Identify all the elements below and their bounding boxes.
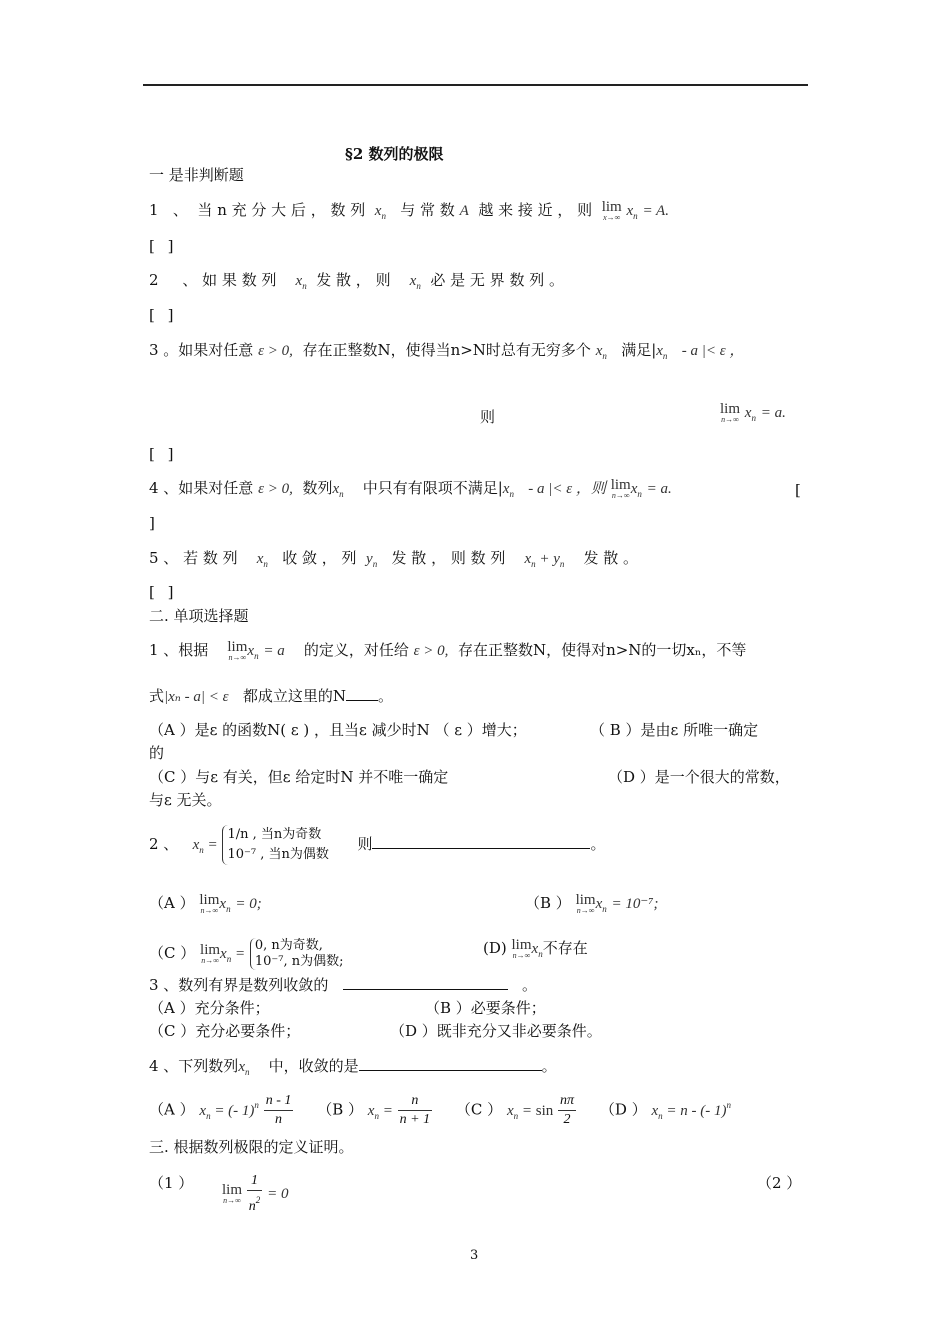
- p2-q4-opt-a-expr: $x_n$ = (- 1)$^n$: [199, 1099, 259, 1121]
- p1-q5-text-c: 发 散 ， 则 数 列: [391, 549, 506, 567]
- p1-q1-text-a: 当 n 充 分 大 后 ， 数 列: [197, 201, 366, 219]
- p1-q3-text-d: - a |< ε ，: [681, 343, 745, 359]
- p2-q3-opt-d: （D ）既非充分又非必要条件。: [390, 1022, 602, 1040]
- p1-q4-text-a: 4 、如果对任意: [149, 479, 254, 497]
- p1-q3-lim: lim n→∞: [720, 400, 741, 424]
- p2-q2-opt-b-label: （B ）: [525, 894, 571, 912]
- p2-q4-opt-a: （A ）: [149, 1100, 195, 1119]
- p1-q1-lim: lim x→∞: [601, 198, 622, 222]
- p1-q4-result: = a.: [646, 481, 672, 497]
- p1-q5-text-d: 发 散 。: [583, 549, 639, 567]
- p1-q3-text-c: 满足|: [621, 341, 657, 359]
- p2-q4-options: [149, 1092, 731, 1129]
- p3-item1-val: = 0: [267, 1186, 289, 1202]
- p1-q1-num: 1: [149, 201, 159, 219]
- p2-q1-text-e: 都成立这里的N: [242, 687, 346, 705]
- p2-q4-xn: $x_n$: [238, 1059, 250, 1077]
- p2-q1-text-c: 存在正整数N，使得对n>N的一切xₙ，不等: [457, 641, 747, 659]
- p2-q3-opt-c: （C ）充分必要条件；: [149, 1022, 301, 1040]
- p2-q1-ineq: |xₙ - a| < ε: [164, 689, 229, 705]
- p2-q2-opt-a-label: （A ）: [149, 894, 195, 912]
- p1-q3-xn2: $x_n$: [656, 343, 668, 361]
- p2-q4: [149, 1056, 557, 1082]
- p2-q1-text-f: 。: [377, 687, 393, 705]
- p2-q2-opt-d-val: 不存在: [542, 939, 588, 957]
- p2-q4-end: 。: [541, 1057, 557, 1075]
- p1-q5-text-a: 5 、 若 数 列: [149, 549, 238, 567]
- p2-q2-opt-c2: 10⁻⁷, n为偶数;: [254, 954, 344, 969]
- p2-q4-opt-c: （C ）: [455, 1100, 503, 1119]
- p1-q3-text-b: 存在正整数N，使得当n>N时总有无穷多个: [302, 341, 591, 359]
- p1-q4-text-d: - a |< ε ，则: [528, 481, 606, 497]
- p2-q4-opt-c-expr: $x_n = \sin$: [506, 1102, 554, 1121]
- p2-q1-eps: ε > 0,: [413, 643, 449, 659]
- p2-q1-lim: lim n→∞: [227, 638, 248, 662]
- p2-q2: [149, 825, 605, 865]
- p1-q3: [149, 340, 744, 366]
- p2-q1-lim-expr: = a: [263, 643, 285, 659]
- p1-q2-xn2: $x_n$: [409, 273, 421, 291]
- p2-q4-answer-blank[interactable]: [359, 1056, 542, 1071]
- p2-q2-opt-c1: 0, n为奇数,: [254, 938, 323, 953]
- p2-q4-opt-d-expr: $x_n = n$ - (- 1)$^n$: [651, 1099, 732, 1121]
- p2-q4-text-b: 中，收敛的是: [268, 1057, 359, 1075]
- p2-q1-text-a: 1 、根据: [149, 641, 209, 659]
- p2-q4-opt-b: （B ）: [317, 1100, 364, 1119]
- p2-q2-opt-c-lim: lim n→∞: [200, 941, 221, 965]
- p1-q1-lim-x: $x_n$: [626, 203, 638, 221]
- p1-q2-text-b: 发 散 ， 则: [316, 271, 391, 289]
- p2-q4-opt-b-expr: $x_n$ =: [367, 1102, 393, 1121]
- p2-q2-text-a: 2 、: [149, 835, 179, 853]
- p3-item1-expr: [222, 1172, 288, 1216]
- p1-q4-bracket-open: [: [795, 481, 801, 499]
- p2-q3-text: 3 、数列有界是数列收敛的: [149, 976, 329, 994]
- p1-q5-sum: $x_n + y_n$: [524, 551, 565, 569]
- p3-item1-frac: $\frac{1}{n^2}$: [248, 1173, 261, 1214]
- p1-q1-sep: 、: [172, 201, 188, 219]
- p2-q3-answer-blank[interactable]: [343, 975, 508, 990]
- p2-q4-text-a: 4 、下列数列: [149, 1057, 239, 1075]
- p1-q5-bracket: [ ]: [149, 583, 178, 601]
- p1-q3-text-a: 3 。如果对任意: [149, 341, 254, 359]
- p1-q3-lim-expr: [720, 402, 786, 428]
- p2-q2-opt-d: [483, 938, 588, 964]
- p2-q1: [149, 640, 746, 666]
- p1-q4-xn: $x_n$: [332, 481, 344, 499]
- p1-q3-eps: ε > 0,: [258, 343, 293, 359]
- p2-q4-opt-d: （D ）: [599, 1100, 647, 1119]
- p1-q4-bracket-close: ]: [149, 514, 155, 532]
- p1-q4-xn2: $x_n$: [502, 481, 514, 499]
- p2-q1-text-d: 式: [149, 687, 165, 705]
- header-rule: [143, 84, 808, 86]
- p1-q1: [149, 200, 669, 226]
- p1-q3-bracket: [ ]: [149, 445, 178, 463]
- p1-q1-bracket: [ ]: [149, 237, 178, 255]
- p1-q1-text-b: 与 常 数: [400, 201, 455, 219]
- p2-q2-opt-a-val: = 0;: [235, 896, 262, 912]
- p1-q5-text-b: 收 敛 ， 列: [282, 549, 357, 567]
- p1-q1-result: = A.: [642, 203, 669, 219]
- p1-q2-num: 2: [149, 271, 159, 289]
- p2-q2-opt-b: [525, 893, 659, 919]
- p2-q2-then: 则: [357, 835, 373, 853]
- p2-q1-lim-x: $x_n$: [247, 643, 259, 661]
- p2-q4-opt-a-frac: $\frac{n - 1}{n}$: [265, 1093, 292, 1127]
- p2-q2-opt-a-lim: lim n→∞: [199, 891, 220, 915]
- p2-q2-opt-d-lim: lim n→∞: [511, 936, 532, 960]
- p2-q1-opt-b2: 的: [149, 744, 165, 762]
- part3-heading: 三. 根据数列极限的定义证明。: [149, 1138, 354, 1156]
- p1-q4: [149, 478, 672, 504]
- p2-q2-opt-a-x: $x_n$: [219, 896, 231, 914]
- part2-heading: 二. 单项选择题: [149, 607, 249, 625]
- p2-q2-case2: 10⁻⁷ , 当n为偶数: [227, 847, 329, 862]
- p1-q3-lim-x: $x_n$: [744, 405, 756, 423]
- p2-q1-opt-a: （A ）是ε 的函数N( ε ) ，且当ε 减少时N （ ε ）增大；: [149, 721, 527, 739]
- p2-q2-opt-c-cases: [250, 938, 344, 970]
- p1-q1-a: A: [459, 203, 469, 219]
- p2-q2-case1: 1/n , 当n为奇数: [227, 827, 322, 842]
- p2-q2-opt-c: [149, 938, 344, 970]
- p2-q2-xn: $x_n$ =: [192, 837, 218, 855]
- p1-q3-then: 则: [480, 408, 496, 426]
- p2-q1-opt-d2: 与ε 无关。: [149, 791, 222, 809]
- p1-q2-text-a: 、 如 果 数 列: [182, 271, 277, 289]
- p3-item2: （2 ）: [757, 1174, 802, 1192]
- p1-q4-lim-x: $x_n$: [630, 481, 642, 499]
- p2-q3: [149, 975, 537, 995]
- p2-q3-opt-a: （A ）充分条件；: [149, 999, 270, 1017]
- p2-q3-end: 。: [521, 976, 537, 994]
- p1-q2-bracket: [ ]: [149, 306, 178, 324]
- p2-q2-opt-b-val: = 10⁻⁷;: [611, 896, 659, 912]
- p1-q4-text-c: 中只有有限项不满足|: [362, 479, 503, 497]
- p1-q5: [149, 548, 638, 574]
- p1-q5-yn: $y_n$: [366, 551, 378, 569]
- p2-q1-line2: [149, 686, 393, 707]
- p1-q3-xn: $x_n$: [595, 343, 607, 361]
- p2-q2-end: 。: [590, 835, 606, 853]
- p2-q2-opt-c-label: （C ）: [149, 944, 196, 962]
- p2-q4-opt-c-frac: $\frac{n\pi}{2}$: [560, 1093, 575, 1127]
- p2-q1-opt-b: （ B ）是由ε 所唯一确定: [590, 721, 759, 739]
- p1-q2-text-c: 必 是 无 界 数 列 。: [430, 271, 564, 289]
- p2-q1-opt-c: （C ）与ε 有关，但ε 给定时N 并不唯一确定: [149, 768, 449, 786]
- part1-heading: 一 是非判断题: [149, 166, 244, 184]
- p2-q2-cases: [222, 825, 328, 865]
- section-title: §2 数列的极限: [345, 145, 444, 163]
- p2-q3-opt-b: （B ）必要条件；: [425, 999, 546, 1017]
- p1-q1-xn: $x_n$: [374, 203, 386, 221]
- p1-q4-text-b: 数列: [302, 479, 333, 497]
- p2-q1-text-b: 的定义，对任给: [303, 641, 409, 659]
- p1-q4-lim: lim n→∞: [610, 476, 631, 500]
- p1-q5-xn: $x_n$: [256, 551, 268, 569]
- p2-q2-opt-a: [149, 893, 262, 919]
- p3-item1-lim: lim n→∞: [222, 1181, 243, 1205]
- p2-q1-answer-blank[interactable]: [346, 686, 378, 701]
- p2-q2-opt-b-lim: lim n→∞: [575, 891, 596, 915]
- p2-q2-opt-c-x: $x_n$ =: [220, 946, 246, 964]
- p1-q1-text-c: 越 来 接 近 ， 则: [478, 201, 593, 219]
- p1-q3-result: = a.: [760, 405, 786, 421]
- p2-q1-opt-d: （D ）是一个很大的常数，: [608, 768, 790, 786]
- p2-q4-opt-b-frac: $\frac{n}{n + 1}$: [399, 1093, 431, 1127]
- p1-q2-xn: $x_n$: [295, 273, 307, 291]
- p3-item1: （1 ）: [149, 1174, 194, 1192]
- p2-q2-opt-d-x: $x_n$: [531, 941, 543, 959]
- p2-q2-opt-d-label: (D): [483, 939, 507, 957]
- p2-q2-answer-blank[interactable]: [372, 834, 590, 849]
- p1-q2: [149, 270, 564, 296]
- page-number: 3: [470, 1248, 479, 1263]
- p2-q2-opt-b-x: $x_n$: [595, 896, 607, 914]
- p1-q4-eps: ε > 0,: [258, 481, 293, 497]
